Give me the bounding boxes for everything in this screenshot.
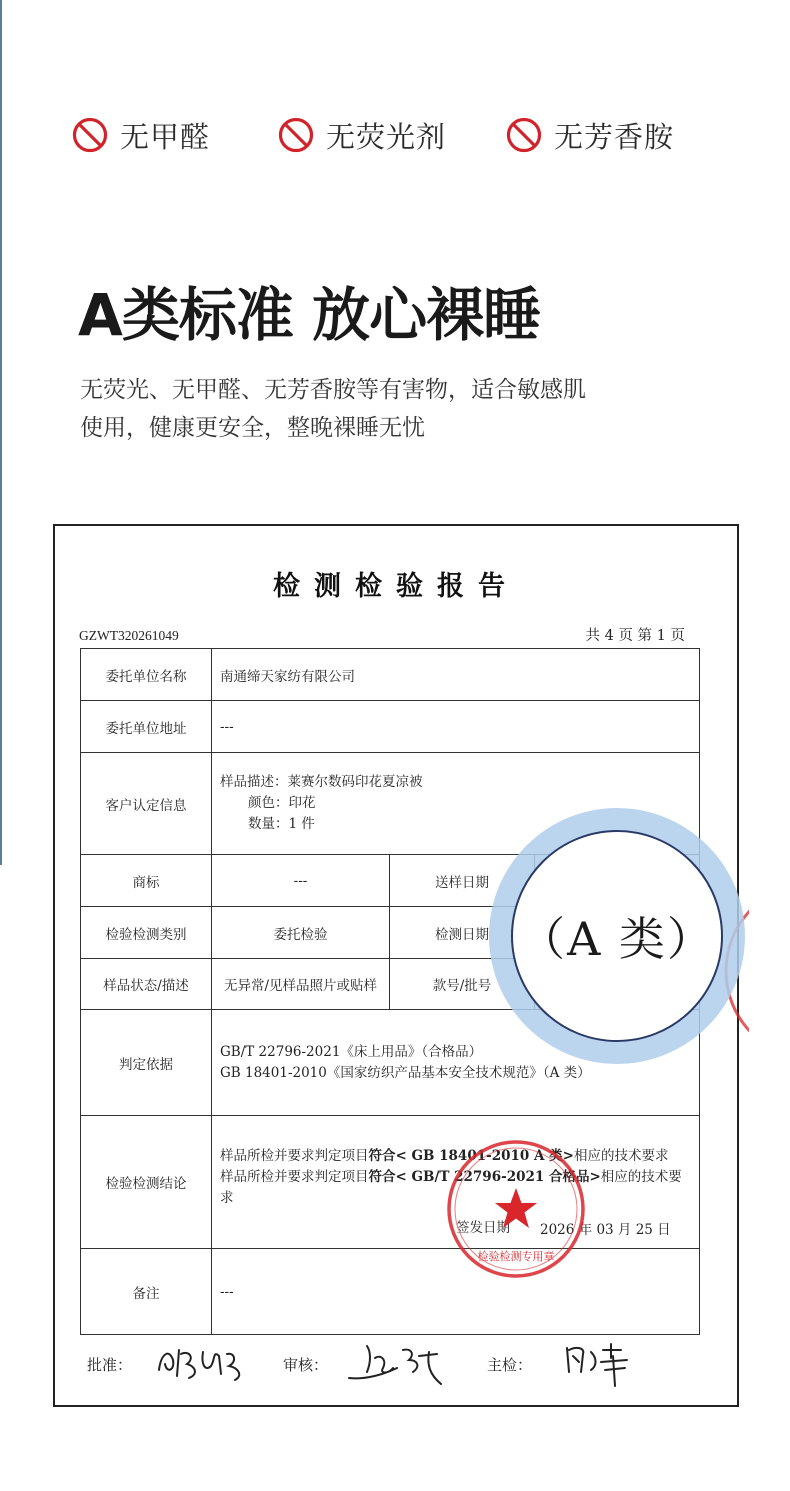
- feature-badges: [72, 112, 732, 158]
- prohibited-icon: [506, 117, 542, 153]
- cell-label: 委托单位名称: [81, 649, 212, 701]
- conclusion-standard: 符合< GB/T 22796-2021 合格品>: [368, 1169, 601, 1185]
- approver-signature-icon: [155, 1340, 251, 1384]
- basis-line-2: GB 18401-2010《国家纺织产品基本安全技术规范》（A 类）: [220, 1064, 591, 1081]
- table-row: [81, 649, 700, 701]
- cell-value: ---: [212, 855, 390, 907]
- cell-label: 检验检测结论: [81, 1116, 212, 1249]
- issue-date-label: 签发日期: [456, 1220, 510, 1236]
- conclusion-text: 相应的技术要求: [573, 1148, 669, 1164]
- report-title: 检测检验报告: [273, 571, 519, 602]
- cell-value: 委托检验: [212, 907, 390, 959]
- prohibited-icon: [72, 117, 108, 153]
- conclusion-text: 样品所检并要求判定项目: [220, 1169, 369, 1185]
- cell-label: 客户认定信息: [81, 753, 212, 855]
- signature-row: [87, 1338, 727, 1394]
- sample-quantity: 数量：1 件: [248, 816, 315, 832]
- table-row: [81, 1249, 700, 1335]
- badge-no-fluorescent: [278, 112, 446, 158]
- prohibited-icon: [278, 117, 314, 153]
- cell-label: 检测日期: [390, 907, 535, 959]
- badge-label: 无荧光剂: [326, 119, 447, 154]
- cell-value: 南通缔天家纺有限公司: [212, 649, 700, 701]
- cell-value: ---: [212, 701, 700, 753]
- cell-value: 无异常/见样品照片或贴样: [212, 959, 390, 1010]
- sample-color: 颜色：印花: [248, 795, 316, 811]
- badge-no-formaldehyde: [72, 112, 210, 158]
- conclusion-standard: 符合< GB 18401-2010 A 类>: [368, 1148, 574, 1164]
- official-stamp: [445, 1138, 587, 1280]
- cell-label: 委托单位地址: [81, 701, 212, 753]
- conclusion-text: 相应的技术要求: [220, 1169, 682, 1206]
- left-edge-line: [0, 0, 2, 865]
- cell-label: 检验检测类别: [81, 907, 212, 959]
- badge-label: 无芳香胺: [554, 119, 675, 154]
- cell-label: 备注: [81, 1249, 212, 1335]
- magnifier-text: （A 类）: [519, 912, 715, 966]
- table-row: [81, 701, 700, 753]
- conclusion-text: 样品所检并要求判定项目: [220, 1148, 369, 1164]
- headline: A类标准 放心裸睡: [78, 281, 541, 349]
- basis-line-1: GB/T 22796-2021《床上用品》（合格品）: [220, 1043, 483, 1060]
- cell-label: 样品状态/描述: [81, 959, 212, 1010]
- subtext: [80, 371, 700, 447]
- cell-label: 款号/批号: [390, 959, 535, 1010]
- subtext-line-1: 无荧光、无甲醛、无芳香胺等有害物，适合敏感肌: [80, 377, 586, 403]
- cell-value: ---: [212, 1249, 700, 1335]
- table-row: [81, 1116, 700, 1249]
- inspector-signature-icon: [561, 1338, 657, 1388]
- badge-label: 无甲醛: [120, 119, 211, 154]
- cell-label: 判定依据: [81, 1010, 212, 1116]
- report-number: GZWT320261049: [79, 628, 179, 643]
- approver-label: 批准：: [87, 1356, 133, 1374]
- cell-label: 商标: [81, 855, 212, 907]
- stamp-text: 检验检测专用章: [477, 1250, 555, 1263]
- report-page-count: 共 4 页 第 1 页: [585, 628, 685, 644]
- subtext-line-2: 使用，健康更安全，整晚裸睡无忧: [80, 415, 425, 441]
- magnifier-callout: [489, 808, 745, 1064]
- badge-no-aromatic-amine: [506, 112, 674, 158]
- magnifier-lens: [511, 830, 723, 1042]
- inspector-label: 主检：: [487, 1356, 533, 1374]
- cell-label: 送样日期: [390, 855, 535, 907]
- reviewer-signature-icon: [345, 1338, 455, 1388]
- issue-date: 2026 年 03 月 25 日: [540, 1222, 671, 1238]
- reviewer-label: 审核：: [283, 1356, 329, 1374]
- sample-description: 样品描述：莱赛尔数码印花夏凉被: [220, 774, 423, 790]
